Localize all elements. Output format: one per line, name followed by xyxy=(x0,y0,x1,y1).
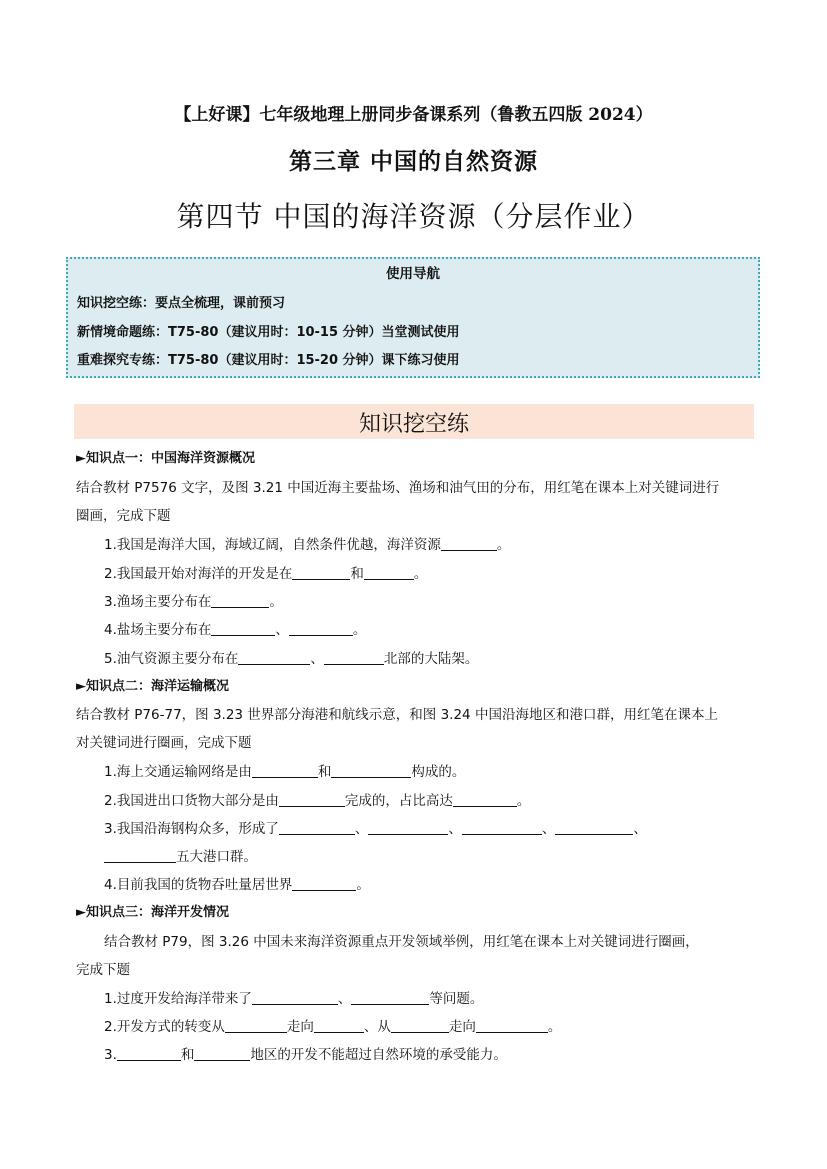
question-text: 。 xyxy=(496,537,511,553)
question xyxy=(104,533,510,553)
answer-blank[interactable] xyxy=(476,1018,548,1033)
usage-nav-box xyxy=(66,257,760,378)
answer-blank[interactable] xyxy=(238,650,310,665)
question-text: 、 xyxy=(633,821,647,837)
instruction-text: 结合教材 P76-77，图 3.23 世界部分海港和航线示意，和图 3.24 中国沿海地区和港口群，用红笔在课本上 xyxy=(76,707,718,723)
answer-blank[interactable] xyxy=(324,650,384,665)
instruction-text: 对关键词进行圈画，完成下题 xyxy=(76,735,252,751)
question-text: 3. xyxy=(104,1047,117,1063)
question-text: 3.渔场主要分布在 xyxy=(104,594,212,610)
answer-blank[interactable] xyxy=(555,820,633,835)
question xyxy=(104,789,530,809)
question-text: 1.我国是海洋大国，海域辽阔，自然条件优越，海洋资源 xyxy=(104,537,441,553)
question xyxy=(104,845,257,865)
answer-blank[interactable] xyxy=(117,1046,181,1061)
answer-blank[interactable] xyxy=(453,792,517,807)
chapter-title: 第三章 中国的自然资源 xyxy=(288,149,538,175)
answer-blank[interactable] xyxy=(279,820,355,835)
question-text: 2.我国最开始对海洋的开发是在 xyxy=(104,566,293,582)
answer-blank[interactable] xyxy=(292,876,356,891)
question-text: 、 xyxy=(448,821,462,837)
question-text: 2.我国进出口货物大部分是由 xyxy=(104,793,279,809)
question-text: 、 xyxy=(354,821,369,837)
question-text: 5.油气资源主要分布在 xyxy=(104,651,239,667)
usage-nav-line: 知识挖空练：要点全梳理，课前预习 xyxy=(77,296,286,311)
section-band xyxy=(74,404,754,439)
instruction-text: 圈画，完成下题 xyxy=(76,508,171,524)
question xyxy=(104,562,427,582)
question-text: 等问题。 xyxy=(429,991,484,1007)
question xyxy=(104,760,465,780)
knowledge-point-heading: ►知识点二：海洋运输概况 xyxy=(76,679,229,694)
question-text: 。 xyxy=(356,877,370,893)
question-text: 1.海上交通运输网络是由 xyxy=(104,764,252,780)
usage-nav-line: 重难探究专练：T75-80（建议用时：15-20 分钟）课下练习使用 xyxy=(77,353,460,368)
question-text: 。 xyxy=(547,1019,562,1035)
question-text: 。 xyxy=(516,793,531,809)
answer-blank[interactable] xyxy=(441,536,497,551)
section-band-title: 知识挖空练 xyxy=(358,412,469,437)
question-text: 构成的。 xyxy=(411,764,466,780)
question-text: 北部的大陆架。 xyxy=(383,651,479,667)
question xyxy=(104,987,483,1007)
answer-blank[interactable] xyxy=(351,990,429,1005)
question xyxy=(104,817,647,837)
series-title: 【上好课】七年级地理上册同步备课系列（鲁教五四版 2024） xyxy=(174,105,653,125)
question xyxy=(104,647,478,667)
question-text: 。 xyxy=(413,566,428,582)
question-text: 。 xyxy=(352,622,367,638)
knowledge-point-heading: ►知识点一：中国海洋资源概况 xyxy=(76,451,255,466)
question-text: 4.目前我国的货物吞吐量居世界 xyxy=(104,877,293,893)
question-text: 、 xyxy=(275,622,289,638)
answer-blank[interactable] xyxy=(252,763,318,778)
question-text: 地区的开发不能超过自然环境的承受能力。 xyxy=(250,1047,507,1063)
question-text: 4.盐场主要分布在 xyxy=(104,622,212,638)
instruction-text: 结合教材 P79，图 3.26 中国未来海洋资源重点开发领域举例，用红笔在课本上对关键词进行圈画， xyxy=(104,934,699,950)
question-text: 、 xyxy=(337,991,352,1007)
question xyxy=(104,1015,561,1035)
question-text: 、从 xyxy=(363,1019,391,1035)
knowledge-point-heading: ►知识点三：海洋开发情况 xyxy=(76,905,229,920)
question-text: 和 xyxy=(350,566,364,582)
question-text: 五大港口群。 xyxy=(176,849,257,865)
section-title: 第四节 中国的海洋资源（分层作业） xyxy=(176,200,651,233)
answer-blank[interactable] xyxy=(104,848,176,863)
question-text: 、 xyxy=(541,821,556,837)
question-text: 2.开发方式的转变从 xyxy=(104,1019,225,1035)
answer-blank[interactable] xyxy=(194,1046,250,1061)
usage-nav-title: 使用导航 xyxy=(386,266,440,282)
question-text: 和 xyxy=(180,1047,195,1063)
question xyxy=(104,1043,507,1063)
usage-nav-line: 新情境命题练：T75-80（建议用时：10-15 分钟）当堂测试使用 xyxy=(77,325,460,340)
question-text: 、 xyxy=(310,651,324,667)
instruction-text: 完成下题 xyxy=(76,962,130,978)
answer-blank[interactable] xyxy=(252,990,338,1005)
question xyxy=(104,590,283,610)
question-text: 3.我国沿海钢构众多，形成了 xyxy=(104,821,279,837)
question xyxy=(104,618,366,638)
answer-blank[interactable] xyxy=(368,820,448,835)
instruction-text: 结合教材 P7576 文字，及图 3.21 中国近海主要盐场、渔场和油气田的分布，用红笔在课本上对关键词进行 xyxy=(76,480,720,496)
question-text: 走向 xyxy=(286,1019,314,1035)
answer-blank[interactable] xyxy=(314,1018,364,1033)
answer-blank[interactable] xyxy=(462,820,542,835)
answer-blank[interactable] xyxy=(292,565,350,580)
answer-blank[interactable] xyxy=(279,792,345,807)
question-text: 完成的，占比高达 xyxy=(344,793,453,809)
answer-blank[interactable] xyxy=(211,593,269,608)
answer-blank[interactable] xyxy=(289,621,353,636)
answer-blank[interactable] xyxy=(364,565,414,580)
answer-blank[interactable] xyxy=(331,763,411,778)
question-text: 走向 xyxy=(448,1019,476,1035)
question xyxy=(104,873,370,893)
question-text: 和 xyxy=(317,764,332,780)
answer-blank[interactable] xyxy=(391,1018,449,1033)
answer-blank[interactable] xyxy=(211,621,275,636)
answer-blank[interactable] xyxy=(225,1018,287,1033)
question-text: 。 xyxy=(269,594,283,610)
question-text: 1.过度开发给海洋带来了 xyxy=(104,991,252,1007)
